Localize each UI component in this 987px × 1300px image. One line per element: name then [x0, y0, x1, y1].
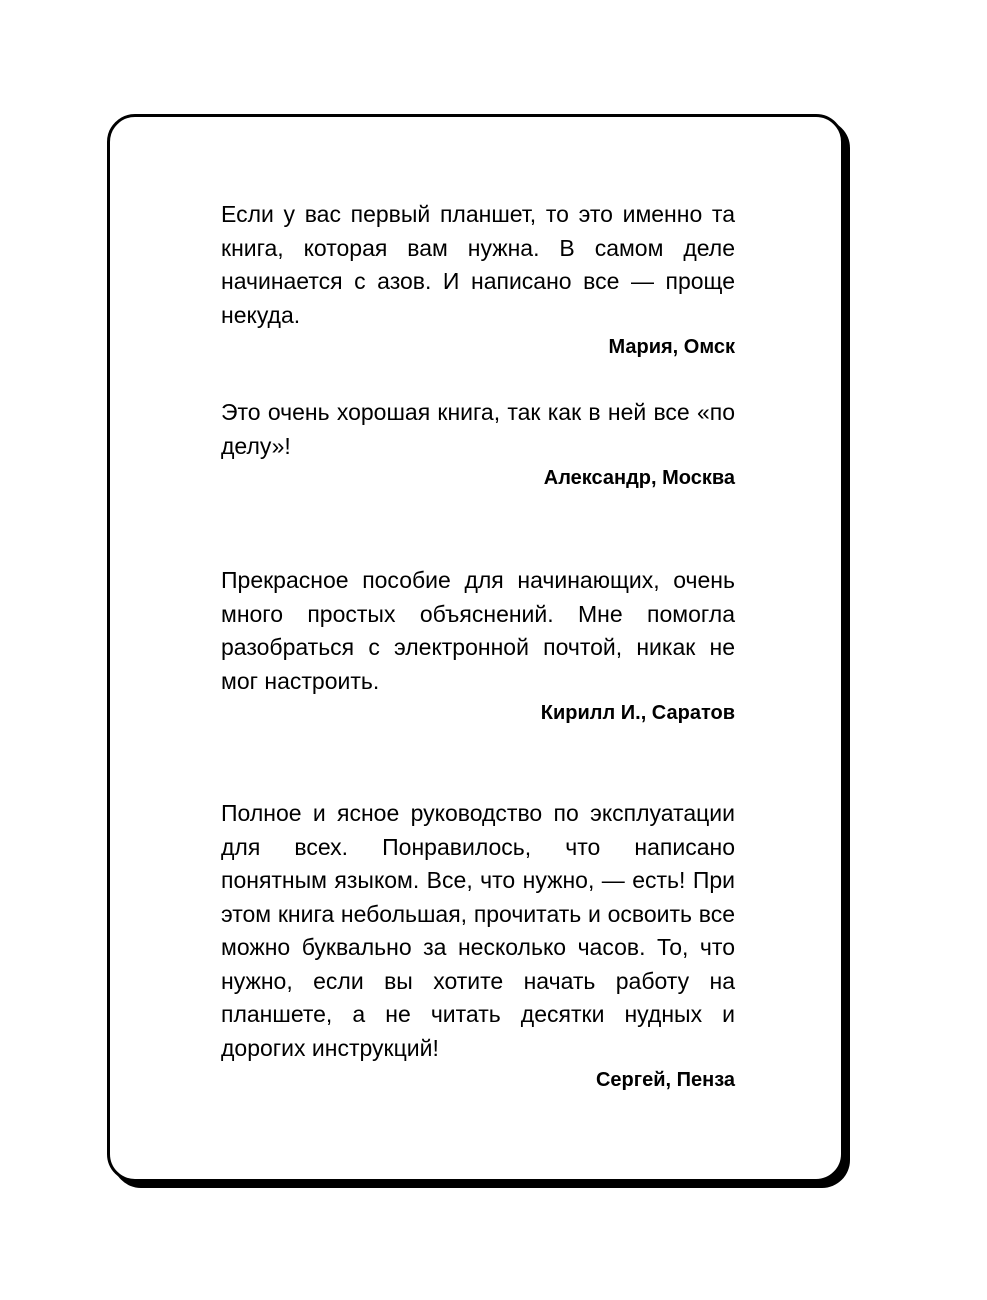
review-author: Кирилл И., Саратов — [540, 702, 735, 724]
review-block — [221, 198, 735, 361]
review-block — [221, 396, 735, 492]
review-block — [221, 797, 735, 1094]
review-author: Мария, Омск — [608, 336, 735, 358]
review-author: Сергей, Пенза — [595, 1069, 735, 1091]
review-author: Александр, Москва — [543, 467, 735, 489]
review-text: Прекрасное пособие для начинающих, очень много простых объяснений. Мне помогла разобраться с электронной почтой, никак не мог настроить. — [221, 567, 735, 694]
review-text: Если у вас первый планшет, то это именно та книга, которая вам нужна. В самом деле начинается с азов. И написано все — проще некуда. — [221, 201, 735, 328]
review-text: Полное и ясное руководство по эксплуатации для всех. Понравилось, что написано понятным языком. Все, что нужно, — есть! При этом книга небольшая, прочитать и освоить все можно буквально за несколько часов. То, что нужно, если вы хотите начать работу на планшете, а не читать десятки нудных и дорогих инструкций! — [221, 800, 735, 1061]
review-block — [221, 564, 735, 727]
review-text: Это очень хорошая книга, так как в ней все «по делу»! — [221, 399, 735, 459]
